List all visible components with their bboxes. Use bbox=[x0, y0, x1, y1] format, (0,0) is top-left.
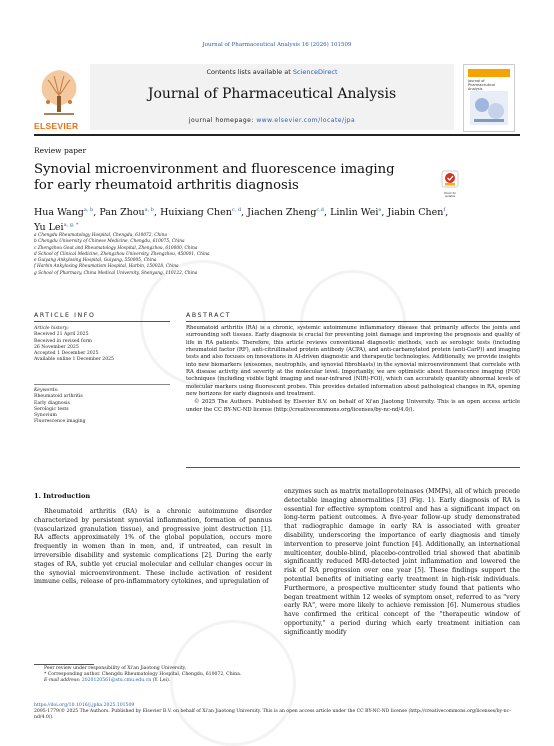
author[interactable]: Jiachen Zheng$^{c,d}$ bbox=[247, 207, 325, 219]
footnote-rule bbox=[34, 664, 94, 665]
header-rule bbox=[34, 134, 520, 136]
contents-line bbox=[90, 68, 454, 76]
abstract-bottom-rule bbox=[186, 467, 520, 468]
cover-artwork bbox=[470, 91, 508, 125]
author[interactable]: Hua Wang$^{a, b}$ bbox=[34, 207, 94, 219]
abstract-heading: ABSTRACT bbox=[186, 312, 232, 319]
email-suffix: (Y. Lei). bbox=[152, 678, 171, 684]
affiliation-list bbox=[34, 233, 454, 277]
contents-prefix: Contents lists available at bbox=[206, 68, 291, 76]
abstract-body: Rheumatoid arthritis (RA) is a chronic, systemic autoimmune inflammatory disease that primarily affects the joints and surrounding soft tissues. Early diagnosis is crucial for preventing joint damage and improving the prognosis and quality of life in RA patients. Therefore, this article reviews conventional diagnostic methods, such as serologic tests (including rheumatoid factor (RF), anti-citrullinated protein antibody (ACPA), and anti-carbamylated protein (anti-CarP)) and imaging tests and also focuses on innovations in AI-driven diagnostic and therapeutic technologies. Additionally, we provide insights into new biomarkers (exosomes, neutrophils, and synovial fibroblasts) in the synovial microenvironment that correlate with RA disease activity and severity at the molecular level. Importantly, we are optimistic about fluorescence imaging (FOI) techniques (including visible light imaging and near-infrared (NIR)-FOI), which can accurately quantify abnormal levels of molecular markers using fluorescent probes. This provides detailed information about pathological changes in RA, opening new horizons for early diagnosis and treatment. bbox=[186, 325, 520, 398]
check-updates-label: Check for updates bbox=[443, 192, 457, 198]
author[interactable]: Yu Lei$^{a, g, *}$ bbox=[34, 222, 79, 234]
history-item: Received 21 April 2025 bbox=[34, 332, 89, 338]
author[interactable]: Huixiang Chen$^{c, d}$ bbox=[160, 207, 242, 219]
cover-band bbox=[468, 69, 510, 77]
author-list: Hua Wang$^{a, b}$, Pan Zhou$^{a, b}$, Huixiang Chen$^{c, d}$, Jiachen Zheng$^{c,d}$, Linlin Wei$^e$, Jiabin Chen$^f$, Yu Lei$^{a, g, *}$ bbox=[34, 207, 449, 234]
journal-header bbox=[90, 64, 454, 130]
history-item: Available online 1 December 2025 bbox=[34, 357, 114, 363]
article-type: Review paper bbox=[34, 146, 87, 155]
author[interactable]: Linlin Wei$^e$ bbox=[330, 207, 382, 219]
abstract-copyright: © 2025 The Authors. Published by Elsevier B.V. on behalf of Xi'an Jiaotong University. This is an open access article under the CC BY-NC-ND license (http://creativecommons.org/licenses/by-nc-nd/4.0/). bbox=[186, 399, 520, 413]
license-statement[interactable]: 2095-1779/© 2025 The Authors. Published by Elsevier B.V. on behalf of Xi'an Jiaotong University. This is an open access article under the CC BY-NC-ND license (http://creativecommons.org/licenses/by-nc-nd/4.0/). bbox=[34, 709, 511, 721]
email-note bbox=[34, 678, 274, 684]
peer-review-note: Peer review under responsibility of Xi'an Jiaotong University. bbox=[44, 666, 187, 671]
keywords-label: Keywords: bbox=[34, 388, 59, 393]
abstract-rule bbox=[186, 321, 520, 322]
keyword: Early diagnosis bbox=[34, 400, 70, 406]
author[interactable]: Pan Zhou$^{a, b}$ bbox=[99, 207, 155, 219]
history-item: Accepted 1 December 2025 bbox=[34, 351, 99, 357]
check-for-updates-button[interactable] bbox=[441, 170, 459, 198]
publisher-name[interactable]: ELSEVIER bbox=[34, 121, 79, 131]
journal-citation-link[interactable]: Journal of Pharmaceutical Analysis 16 (2026) 101509 bbox=[202, 42, 352, 48]
check-updates-icon bbox=[441, 170, 459, 188]
corresponding-author-note: * Corresponding author. Chengdu Rheumatology Hospital, Chengdu, 610072, China. bbox=[44, 672, 242, 678]
homepage-prefix: journal homepage: bbox=[188, 117, 254, 124]
keyword: Rheumatoid arthritis bbox=[34, 394, 83, 400]
author[interactable]: Jiabin Chen$^f$ bbox=[387, 207, 446, 219]
history-item: 26 November 2025 bbox=[34, 344, 79, 350]
email-link[interactable]: 2020120561@stu.cmu.edu.cn bbox=[81, 678, 152, 684]
footnotes bbox=[34, 666, 274, 685]
bottom-matter bbox=[34, 703, 520, 722]
doi-link[interactable]: https://doi.org/10.1016/j.jpha.2025.101509 bbox=[34, 703, 135, 708]
sciencedirect-link[interactable]: ScienceDirect bbox=[292, 68, 338, 76]
keywords bbox=[34, 388, 174, 426]
abstract-text bbox=[186, 325, 520, 414]
history-label: Article history: bbox=[34, 326, 69, 331]
email-label: E-mail address: bbox=[44, 678, 81, 684]
affiliation: c Zhengzhou Gout and Rheumatology Hospital, Zhengzhou, 610000, China bbox=[34, 245, 198, 251]
affiliation: g School of Pharmacy, China Medical University, Shenyang, 110122, China bbox=[34, 270, 198, 276]
homepage-link[interactable]: www.elsevier.com/locate/jpa bbox=[256, 117, 356, 124]
keyword: Serologic tests bbox=[34, 406, 69, 412]
affiliation: e Guiyang Ankylosing Hospital, Guiyang, 550005, China bbox=[34, 258, 157, 264]
journal-cover[interactable] bbox=[463, 64, 515, 132]
history-item: Received in revised form bbox=[34, 338, 93, 344]
article-title: Synovial microenvironment and fluorescence imaging for early rheumatoid arthritis diagnosis bbox=[34, 162, 395, 193]
affiliation: a Chengdu Rheumatology Hospital, Chengdu, 610072, China bbox=[34, 233, 168, 238]
homepage-line bbox=[90, 117, 454, 124]
intro-right-column: enzymes such as matrix metalloproteinases (MMPs), all of which precede detectable imaging abnormalities [3] (Fig. 1). Early diagnosis of RA is essential for effective symptom control and has a significant impact on long-term patient outcomes. A five-year follow-up study demonstrated that radiographic damage in early RA is associated with greater disability, underscoring the importance of early diagnosis and timely intervention to preserve joint function [4]. Additionally, an international multicenter, double-blind, placebo-controlled trial showed that abatinib significantly reduced MRI-detected joint inflammation and lowered the risk of RA progression over one year [5]. These findings support the potential benefits of initiating early treatment in high-risk individuals. Furthermore, a prospective multicenter study found that patients who began treatment within 12 weeks of symptom onset, referred to as "very early RA", were more likely to achieve remission [6]. Numerous studies have confirmed the critical concept of the "therapeutic window of opportunity," a period during which early treatment initiation can significantly modify bbox=[284, 488, 520, 636]
article-info-heading: ARTICLE INFO bbox=[34, 312, 96, 319]
info-divider bbox=[34, 384, 170, 385]
journal-title[interactable]: Journal of Pharmaceutical Analysis bbox=[147, 86, 397, 102]
keyword: Fluorescence imaging bbox=[34, 419, 86, 425]
elsevier-tree-logo bbox=[34, 62, 84, 130]
article-info-rule bbox=[34, 321, 170, 322]
affiliation: f Harbin Ankylosing Rheumatism Hospital, Harbin, 150028, China bbox=[34, 264, 179, 270]
keyword: Synovium bbox=[34, 413, 57, 419]
affiliation: d School of Clinical Medicine, Zhengzhou University, Zhengzhou, 450001, China bbox=[34, 251, 210, 257]
intro-left-column: Rheumatoid arthritis (RA) is a chronic autoimmune disorder characterized by persistent synovial inflammation, formation of pannus (vascularized granulation tissue), and progressive joint destruction [1]. RA affects approximately 1% of the global population, occurs more frequently in women than in men, and, if untreated, can result in irreversible disability and systemic complications [2]. During the early stages of RA, subtle yet crucial molecular and cellular changes occur in the synovial microenvironment. These include activation of resident immune cells, release of pro-inflammatory cytokines, and upregulation of bbox=[34, 508, 272, 586]
cover-title: Journal of Pharmaceutical Analysis bbox=[468, 79, 496, 91]
intro-heading: 1. Introduction bbox=[34, 492, 91, 500]
article-history bbox=[34, 326, 174, 364]
affiliation: b Chengdu University of Chinese Medicine, Chengdu, 610075, China bbox=[34, 239, 185, 245]
